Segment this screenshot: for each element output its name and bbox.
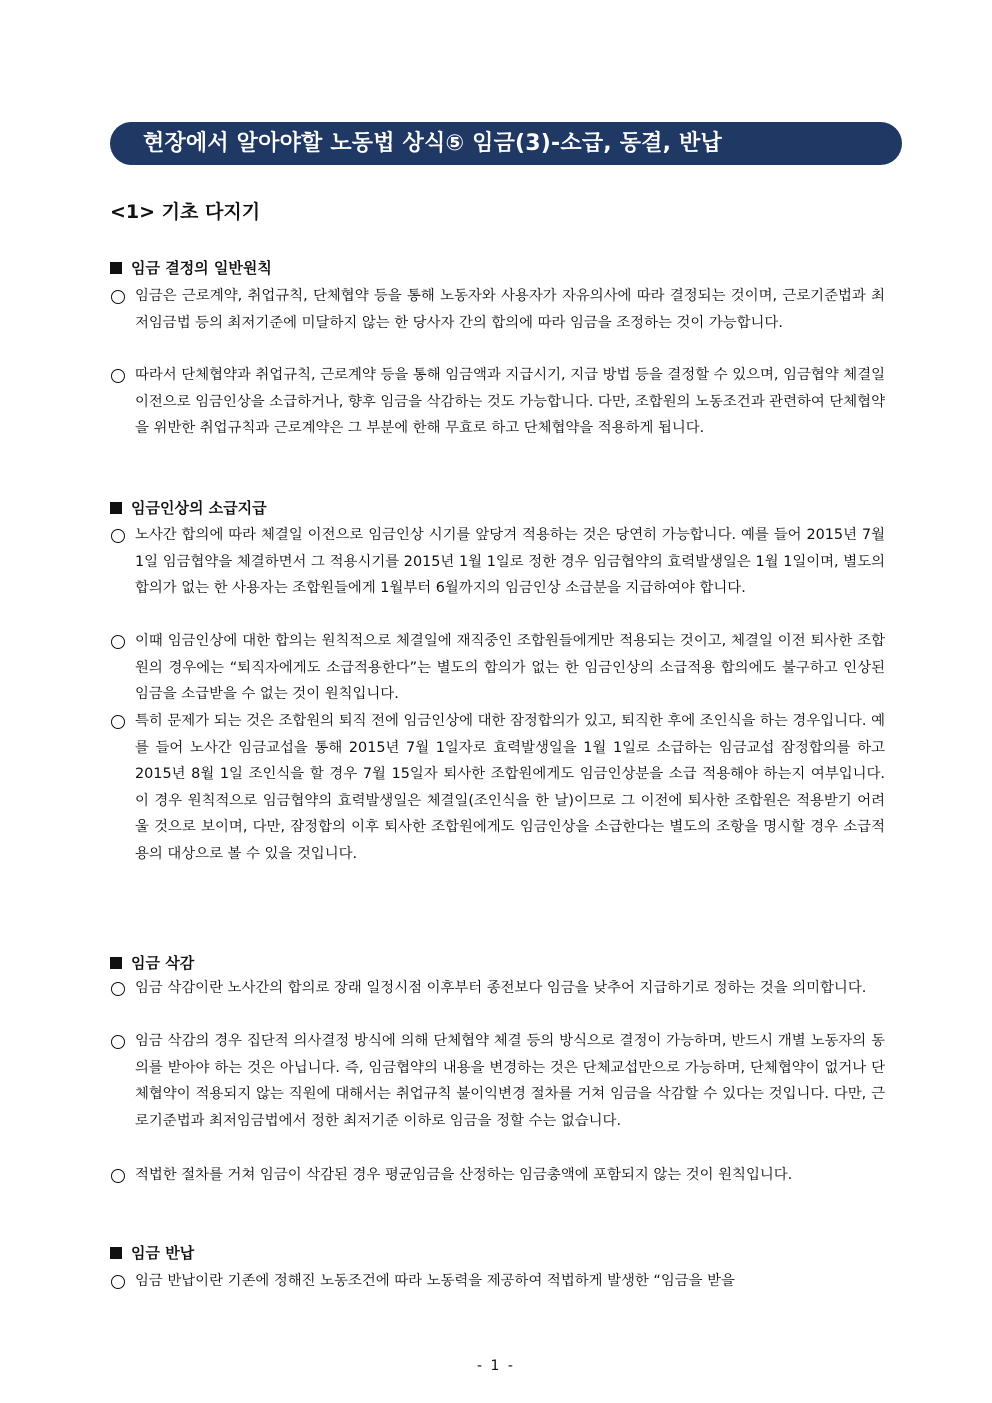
section-heading-text: 임금 결정의 일반원칙 xyxy=(131,259,272,277)
document-title: 현장에서 알아야할 노동법 상식⑤ 임금(3)-소급, 동결, 반납 xyxy=(110,122,902,165)
paragraph xyxy=(110,975,885,1002)
square-bullet-icon xyxy=(110,957,122,969)
section-heading-text: 임금 반납 xyxy=(131,1244,195,1262)
paragraph xyxy=(110,708,885,867)
paragraph xyxy=(110,362,885,442)
paragraph-text: 특히 문제가 되는 것은 조합원의 퇴직 전에 임금인상에 대한 잠정합의가 있고, 퇴직한 후에 조인식을 하는 경우입니다. 예를 들어 노사간 임금교섭을 통해 2015년 7월 1일자로 효력발생일을 1월 1일로 소급하는 임금교섭 잠정합의를 하고 2015년 8월 1일 조인식을 할 경우 7월 15일자 퇴사한 조합원에게도 임금인상분을 소급 적용해야 하는지 여부입니다. 이 경우 원칙적으로 임금협약의 효력발생일은 체결일(조인식을 한 날)이므로 그 이전에 퇴사한 조합원은 적용받기 어려울 것으로 보이며, 다만, 잠정합의 이후 퇴사한 조합원에게도 임금인상을 소급한다는 별도의 조항을 명시할 경우 소급적용의 대상으로 볼 수 있을 것입니다. xyxy=(135,713,885,862)
section-heading-text: 임금인상의 소급지급 xyxy=(131,499,267,517)
paragraph-text: 따라서 단체협약과 취업규칙, 근로계약 등을 통해 임금액과 지급시기, 지급 방법 등을 결정할 수 있으며, 임금협약 체결일 이전으로 임금인상을 소급하거나, 향후 임금을 삭감하는 것도 가능합니다. 다만, 조합원의 노동조건과 관련하여 단체협약을 위반한 취업규칙과 근로계약은 그 부분에 한해 무효로 하고 단체협약을 적용하게 됩니다. xyxy=(135,367,885,436)
section-heading-text: 임금 삭감 xyxy=(131,954,195,972)
paragraph xyxy=(110,1268,885,1295)
square-bullet-icon xyxy=(110,502,122,514)
paragraph xyxy=(110,1162,885,1189)
section-heading xyxy=(110,498,267,518)
paragraph xyxy=(110,1028,885,1134)
paragraph-text: 노사간 합의에 따라 체결일 이전으로 임금인상 시기를 앞당겨 적용하는 것은 당연히 가능합니다. 예를 들어 2015년 7월 1일 임금협약을 체결하면서 그 적용시기를 2015년 1월 1일로 정한 경우 임금협약의 효력발생일은 1월 1일이며, 별도의 합의가 없는 한 사용자는 조합원들에게 1월부터 6월까지의 임금인상 소급분을 지급하여야 합니다. xyxy=(135,527,885,596)
paragraph xyxy=(110,283,885,336)
paragraph-text: 적법한 절차를 거쳐 임금이 삭감된 경우 평균임금을 산정하는 임금총액에 포함되지 않는 것이 원칙입니다. xyxy=(135,1167,793,1183)
paragraph-text: 임금 삭감의 경우 집단적 의사결정 방식에 의해 단체협약 체결 등의 방식으로 결정이 가능하며, 반드시 개별 노동자의 동의를 받아야 하는 것은 아닙니다. 즉, 임금협약의 내용을 변경하는 것은 단체교섭만으로 가능하며, 단체협약이 없거나 단체협약이 적용되지 않는 직원에 대해서는 취업규칙 불이익변경 절차를 거쳐 임금을 삭감할 수 있다는 것입니다. 다만, 근로기준법과 최저임금법에서 정한 최저기준 이하로 임금을 정할 수는 없습니다. xyxy=(135,1033,885,1129)
paragraph-text: 임금 삭감이란 노사간의 합의로 장래 일정시점 이후부터 종전보다 임금을 낮추어 지급하기로 정하는 것을 의미합니다. xyxy=(135,980,867,996)
section-heading xyxy=(110,1243,194,1263)
section-heading xyxy=(110,953,194,973)
paragraph xyxy=(110,522,885,602)
section-heading xyxy=(110,258,272,278)
square-bullet-icon xyxy=(110,1247,122,1259)
paragraph xyxy=(110,628,885,708)
paragraph-text: 이때 임금인상에 대한 합의는 원칙적으로 체결일에 재직중인 조합원들에게만 적용되는 것이고, 체결일 이전 퇴사한 조합원의 경우에는 “퇴직자에게도 소급적용한다”는 별도의 합의가 없는 한 임금인상의 소급적용 합의에도 불구하고 인상된 임금을 소급받을 수 없는 것이 원칙입니다. xyxy=(135,633,885,702)
subheading: <1> 기초 다지기 xyxy=(110,201,261,223)
paragraph-text: 임금 반납이란 기존에 정해진 노동조건에 따라 노동력을 제공하여 적법하게 발생한 “임금을 받을 xyxy=(135,1273,735,1289)
page-number: - 1 - xyxy=(477,1358,515,1374)
square-bullet-icon xyxy=(110,262,122,274)
paragraph-text: 임금은 근로계약, 취업규칙, 단체협약 등을 통해 노동자와 사용자가 자유의사에 따라 결정되는 것이며, 근로기준법과 최저임금법 등의 최저기준에 미달하지 않는 한 당사자 간의 합의에 따라 임금을 조정하는 것이 가능합니다. xyxy=(135,288,885,331)
